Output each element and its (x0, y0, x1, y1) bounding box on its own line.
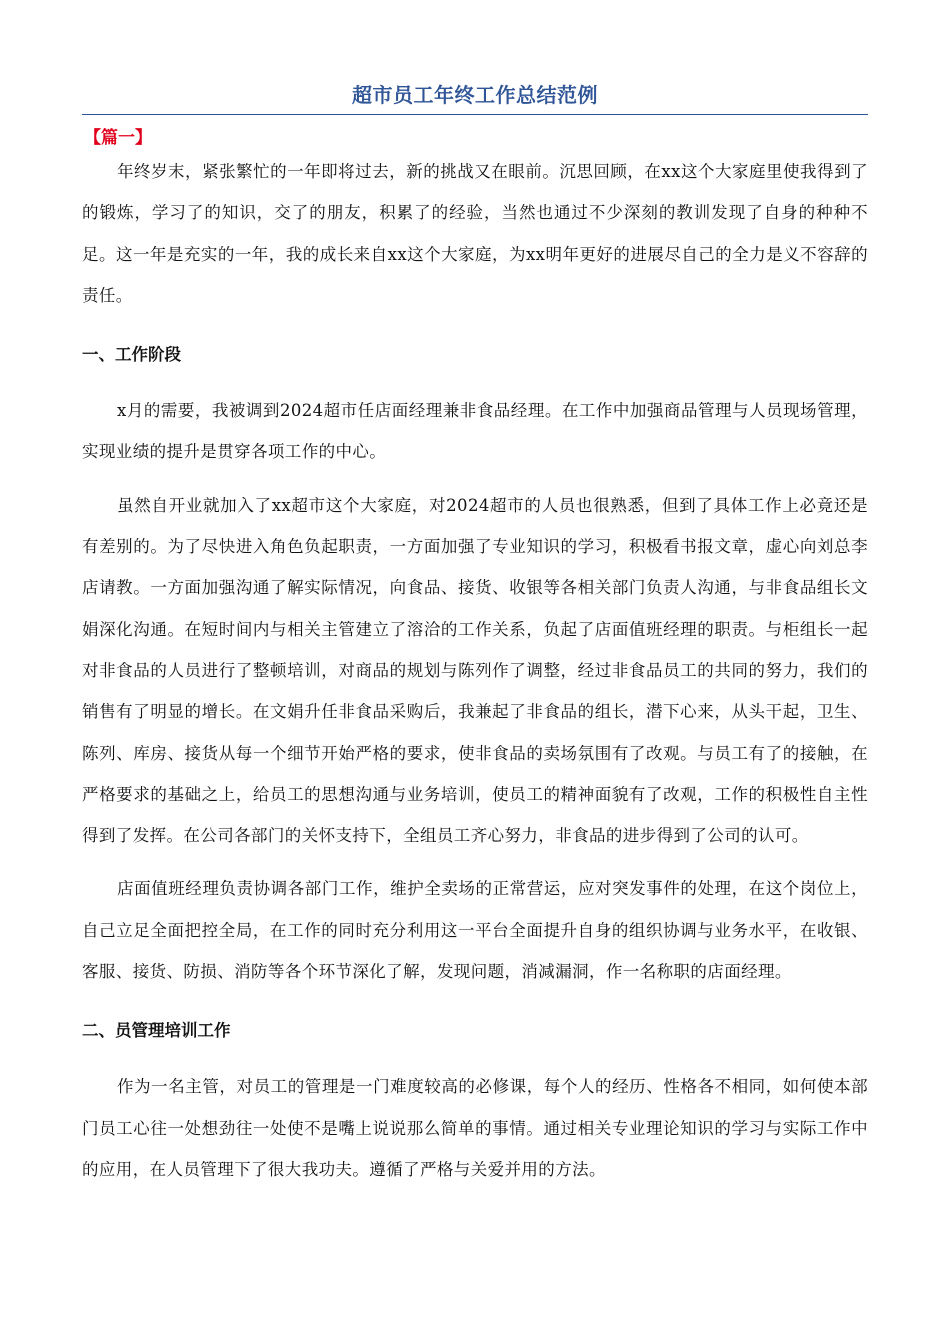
paragraph: 作为一名主管，对员工的管理是一门难度较高的必修课，每个人的经历、性格各不相同，如何使本部门员工心往一处想劲往一处使不是嘴上说说那么简单的事情。通过相关专业理论知识的学习与实际工作中的应用，在人员管理下了很大我功夫。遵循了严格与关爱并用的方法。 (82, 1077, 868, 1179)
title-underline (82, 114, 868, 115)
paragraph: x月的需要，我被调到2024超市任店面经理兼非食品经理。在工作中加强商品管理与人员现场管理，实现业绩的提升是贯穿各项工作的中心。 (82, 401, 868, 462)
paragraph-gap (82, 473, 868, 485)
paragraph: 店面值班经理负责协调各部门工作，维护全卖场的正常营运，应对突发事件的处理，在这个岗位上，自己立足全面把控全局，在工作的同时充分利用这一平台全面提升自身的组织协调与业务水平，在收银、客服、接货、防损、消防等各个环节深化了解，发现问题，消减漏洞，作一名称职的店面经理。 (82, 879, 868, 982)
intro-paragraph: 年终岁末，紧张繁忙的一年即将过去，新的挑战又在眼前。沉思回顾，在xx这个大家庭里使我得到了的锻炼，学习了的知识，交了的朋友，积累了的经验，当然也通过不少深刻的教训发现了自身的种种不足。这一年是充实的一年，我的成长来自xx这个大家庭，为xx明年更好的进展尽自己的全力是义不容辞的责任。 (82, 162, 868, 305)
document-page (82, 72, 868, 1190)
section-heading-staff-training: 二、员管理培训工作 (82, 1021, 231, 1041)
document-title: 超市员工年终工作总结范例 (352, 83, 598, 107)
section-heading-work-stage: 一、工作阶段 (82, 345, 181, 365)
paragraph-gap (82, 856, 868, 868)
part-label: 【篇一】 (84, 128, 152, 148)
paragraph: 虽然自开业就加入了xx超市这个大家庭，对2024超市的人员也很熟悉，但到了具体工作上必竟还是有差别的。为了尽快进入角色负起职责，一方面加强了专业知识的学习，积极看书报文章，虚心向刘总李店请教。一方面加强沟通了解实际情况，向食品、接货、收银等各相关部门负责人沟通，与非食品组长文娟深化沟通。在短时间内与相关主管建立了溶洽的工作关系，负起了店面值班经理的职责。与柜组长一起对非食品的人员进行了整顿培训，对商品的规划与陈列作了调整，经过非食品员工的共同的努力，我们的销售有了明显的增长。在文娟升任非食品采购后，我兼起了非食品的组长，潜下心来，从头干起，卫生、陈列、库房、接货从每一个细节开始严格的要求，使非食品的卖场氛围有了改观。与员工有了的接触，在严格要求的基础之上，给员工的思想沟通与业务培训，使员工的精神面貌有了改观，工作的积极性自主性得到了发挥。在公司各部门的关怀支持下，全组员工齐心努力，非食品的进步得到了公司的认可。 (82, 495, 868, 846)
